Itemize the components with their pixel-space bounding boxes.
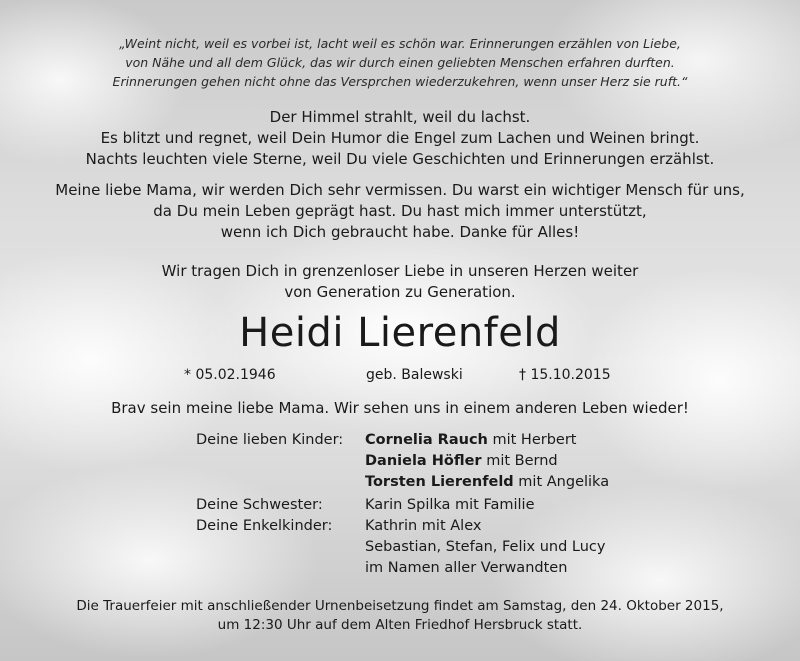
verse-sky <box>0 107 800 170</box>
verse-line: Der Himmel strahlt, weil du lachst. <box>269 108 531 126</box>
mourners-sister <box>196 495 616 516</box>
life-dates <box>0 367 800 387</box>
quote-line: von Nähe und all dem Glück, das wir durch einen geliebten Menschen erfahren durften. <box>125 55 675 70</box>
child-partner: mit Herbert <box>487 432 577 448</box>
grandchild-entry: Kathrin mit Alex <box>365 518 482 534</box>
verse-line: Nachts leuchten viele Sterne, weil Du viele Geschichten und Erinnerungen erzählst. <box>85 150 715 168</box>
sister-label: Deine Schwester: <box>196 497 323 513</box>
birth-date: * 05.02.1946 <box>184 367 276 383</box>
verse-line: Es blitzt und regnet, weil Dein Humor die Engel zum Lachen und Weinen bringt. <box>100 129 700 147</box>
footer-line: um 12:30 Uhr auf dem Alten Friedhof Hersbruck statt. <box>217 617 583 633</box>
quote-line: Erinnerungen gehen nicht ohne das Versprchen wiederzukehren, wenn unser Herz sie ruft.“ <box>112 74 688 89</box>
child-name: Cornelia Rauch <box>365 432 488 448</box>
child-entry <box>365 451 609 472</box>
child-partner: mit Bernd <box>481 453 558 469</box>
mourners-children <box>196 430 616 493</box>
verse-line: Meine liebe Mama, wir werden Dich sehr vermissen. Du warst ein wichtiger Mensch für uns, <box>55 181 745 199</box>
child-entry <box>365 430 609 451</box>
verse-line: von Generation zu Generation. <box>284 283 516 301</box>
quote-line: „Weint nicht, weil es vorbei ist, lacht weil es schön war. Erinnerungen erzählen von Liebe, <box>119 36 681 51</box>
grandchild-entry: Sebastian, Stefan, Felix und Lucy <box>365 539 606 555</box>
child-name: Torsten Lierenfeld <box>365 474 514 490</box>
verse-line: Wir tragen Dich in grenzenloser Liebe in unseren Herzen weiter <box>161 262 639 280</box>
verse-line: wenn ich Dich gebraucht habe. Danke für Alles! <box>220 223 580 241</box>
maiden-name: geb. Balewski <box>366 367 463 383</box>
footer-line: Die Trauerfeier mit anschließender Urnenbeisetzung findet am Samstag, den 24. Oktober 2015, <box>76 598 724 614</box>
verse-love <box>0 261 800 303</box>
children-list <box>365 430 609 493</box>
farewell-line: Brav sein meine liebe Mama. Wir sehen uns in einem anderen Leben wieder! <box>111 399 689 417</box>
verse-mama <box>0 180 800 243</box>
children-label: Deine lieben Kinder: <box>196 432 344 448</box>
opening-quote <box>0 34 800 91</box>
grandchildren-list <box>365 516 605 579</box>
verse-line: da Du mein Leben geprägt hast. Du hast mich immer unterstützt, <box>153 202 647 220</box>
grandchild-entry: im Namen aller Verwandten <box>365 560 568 576</box>
deceased-name: Heidi Lierenfeld <box>239 310 561 356</box>
funeral-info <box>0 597 800 635</box>
death-date: † 15.10.2015 <box>519 367 611 383</box>
child-partner: mit Angelika <box>513 474 610 490</box>
sister-name: Karin Spilka mit Familie <box>365 497 535 513</box>
mourners-grandchildren <box>196 516 616 579</box>
child-name: Daniela Höfler <box>365 453 482 469</box>
grandchildren-label: Deine Enkelkinder: <box>196 518 333 534</box>
child-entry <box>365 472 609 493</box>
